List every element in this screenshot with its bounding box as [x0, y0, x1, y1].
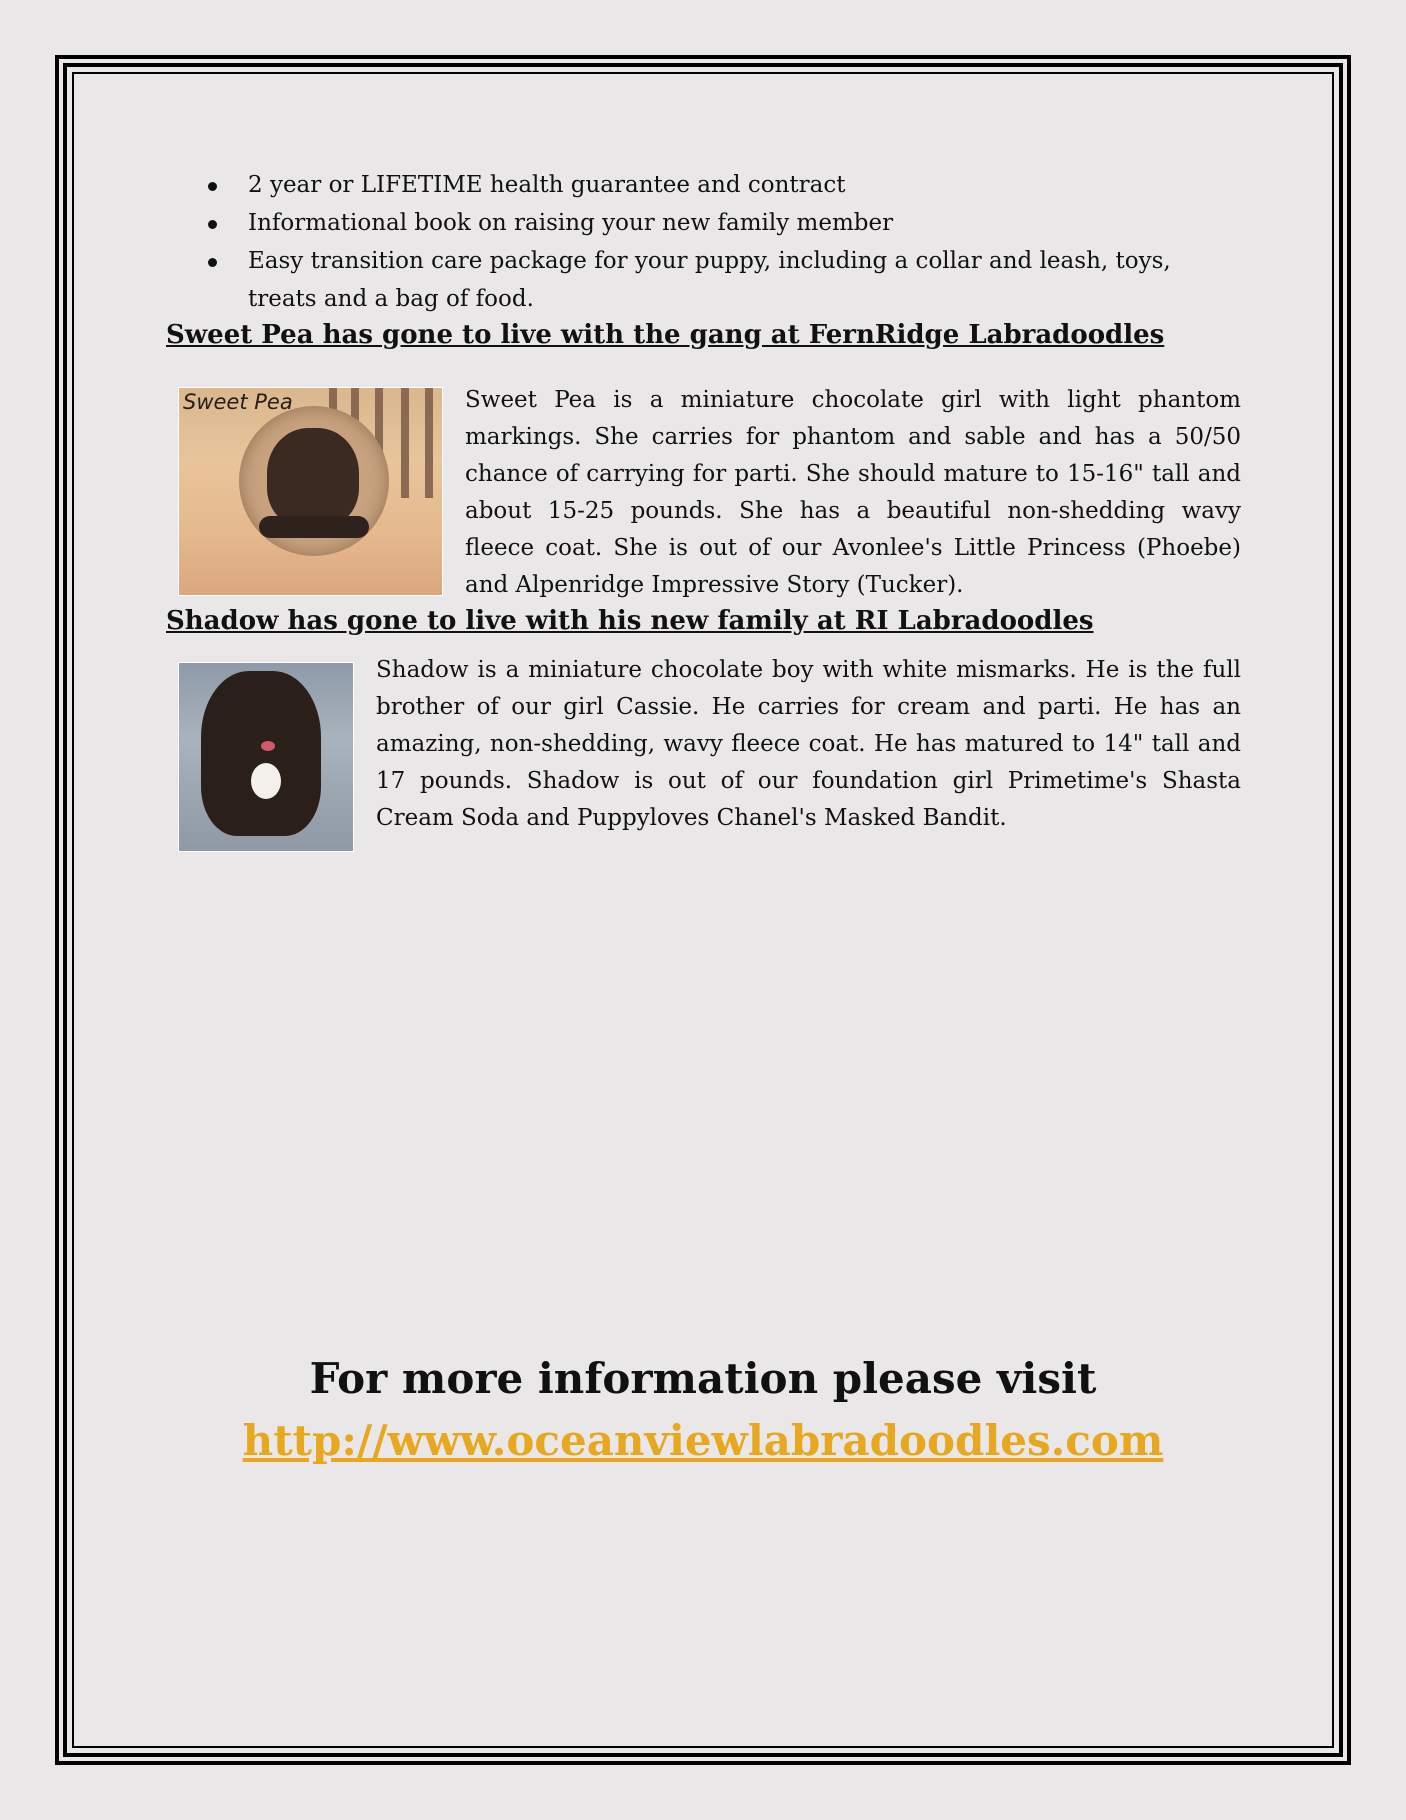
- list-item-text: Easy transition care package for your puppy, including a collar and leash, toys, treats and a bag of food.: [248, 248, 1171, 312]
- list-item: [166, 166, 1241, 204]
- list-item: [166, 204, 1241, 242]
- footer: [0, 1349, 1406, 1471]
- list-item: [166, 242, 1241, 318]
- bullet-icon: [208, 182, 217, 191]
- shadow-entry: [166, 652, 1241, 852]
- footer-title: For more information please visit: [309, 1354, 1097, 1403]
- sweet-pea-entry: [166, 382, 1241, 604]
- sweet-pea-photo-caption: Sweet Pea: [183, 390, 293, 414]
- bullet-icon: [208, 220, 217, 229]
- sweet-pea-photo: [178, 387, 443, 596]
- list-item-text: Informational book on raising your new family member: [248, 210, 894, 236]
- shadow-heading: Shadow has gone to live with his new family at RI Labradoodles: [166, 606, 1094, 636]
- benefits-list: [166, 166, 1241, 318]
- list-item-text: 2 year or LIFETIME health guarantee and contract: [248, 172, 846, 198]
- website-link[interactable]: http://www.oceanviewlabradoodles.com: [242, 1416, 1164, 1465]
- page-content: [166, 166, 1241, 852]
- shadow-photo: [178, 662, 354, 852]
- bullet-icon: [208, 258, 217, 267]
- shadow-description: Shadow is a miniature chocolate boy with white mismarks. He is the full brother of our girl Cassie. He carries for cream and parti. He has an amazing, non-shedding, wavy fleece coat. He has matured to 14" tall and 17 pounds. Shadow is out of our foundation girl Primetime's Shasta Cream Soda and Puppyloves Chanel's Masked Bandit.: [376, 657, 1241, 831]
- sweet-pea-heading: Sweet Pea has gone to live with the gang at FernRidge Labradoodles: [166, 320, 1165, 350]
- sweet-pea-description: Sweet Pea is a miniature chocolate girl with light phantom markings. She carries for phantom and sable and has a 50/50 chance of carrying for parti. She should mature to 15-16" tall and about 15-25 pounds. She has a beautiful non-shedding wavy fleece coat. She is out of our Avonlee's Little Princess (Phoebe) and Alpenridge Impressive Story (Tucker).: [465, 387, 1241, 598]
